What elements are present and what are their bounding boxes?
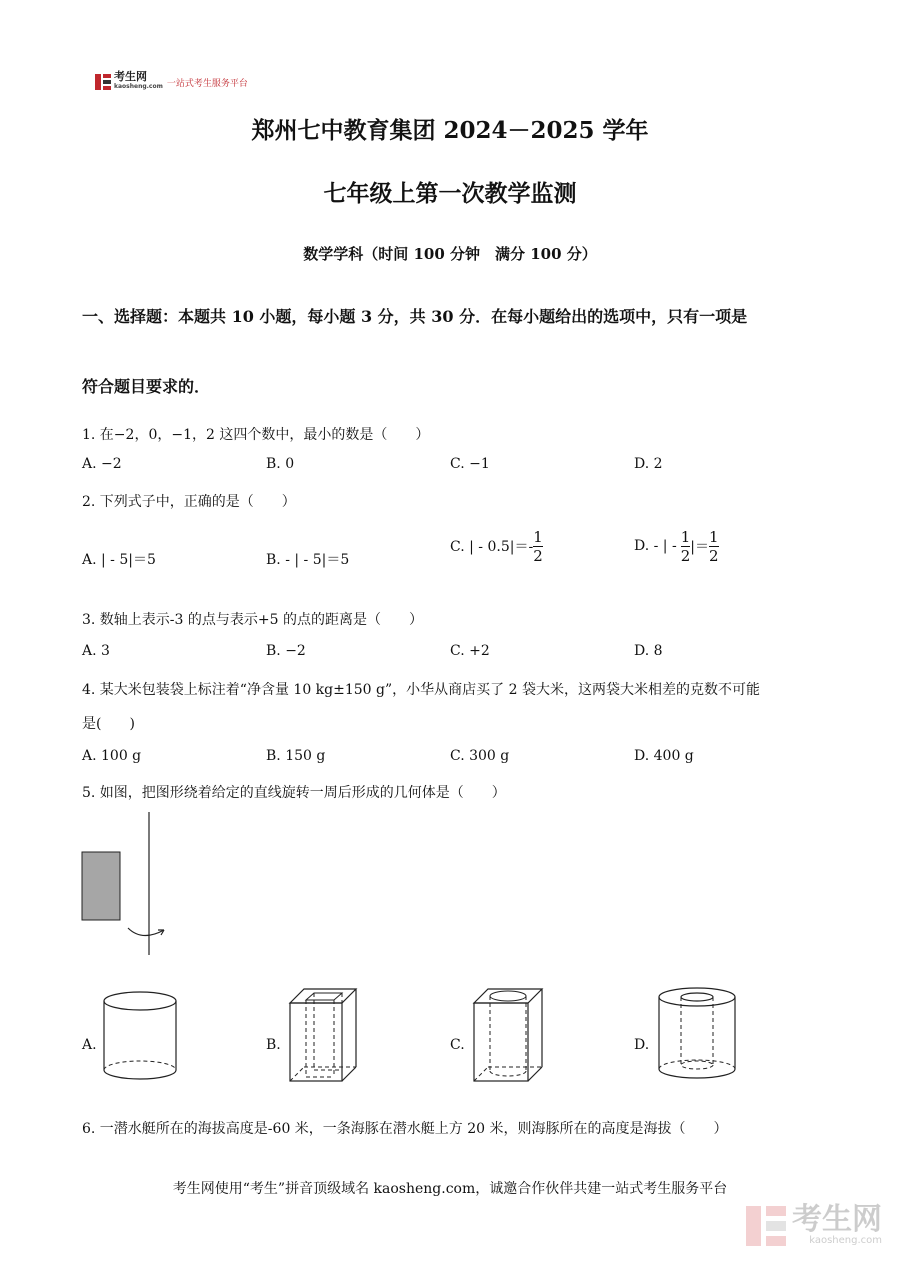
watermark xyxy=(746,1202,882,1246)
watermark-logo-icon xyxy=(746,1206,786,1246)
footer-text: 考生网使用“考生”拼音顶级域名 kaosheng.com，诚邀合作伙伴共建一站式考生服务平台 xyxy=(172,1181,728,1197)
brand-logo[interactable] xyxy=(95,72,248,92)
fraction-denominator: 2 xyxy=(533,546,543,565)
exam-info: 数学学科（时间 100 分钟 满分 100 分） xyxy=(303,245,597,263)
rotation-figure xyxy=(80,810,180,960)
q3-option-d: D. 8 xyxy=(634,643,663,659)
q5-option-a-label: A. xyxy=(82,1037,97,1053)
fraction-denominator: 2 xyxy=(680,546,691,565)
question-2-stem: 2. 下列式子中，正确的是（ ） xyxy=(82,494,296,510)
logo-mark-icon xyxy=(95,74,111,90)
fraction-half xyxy=(681,528,691,565)
section-heading-line2: 符合题目要求的． xyxy=(82,377,211,396)
q2-option-c-text: C. | - 0.5|＝- xyxy=(450,539,534,555)
q5-option-d-label: D. xyxy=(634,1037,650,1053)
question-6-stem: 6. 一潜水艇所在的海拔高度是-60 米，一条海豚在潜水艇上方 20 米，则海豚所在的高度是海拔（ ） xyxy=(82,1121,728,1137)
hollow-square-prism-icon xyxy=(286,985,362,1085)
q3-option-c: C. +2 xyxy=(450,643,490,659)
q4-option-b: B. 150 g xyxy=(266,748,326,764)
watermark-domain: kaosheng.com xyxy=(809,1235,882,1246)
rotation-arrow-icon xyxy=(128,928,164,936)
cylinder-icon xyxy=(100,990,180,1086)
fraction-numerator: 1 xyxy=(533,527,543,546)
logo-slogan: 一站式考生服务平台 xyxy=(166,78,248,89)
q2-option-d xyxy=(634,523,719,569)
fraction-numerator: 1 xyxy=(680,527,691,546)
logo-name: 考生网 xyxy=(114,70,147,83)
q3-option-b: B. −2 xyxy=(266,643,306,659)
prism-with-cylinder-hole-icon xyxy=(470,985,546,1085)
q2-option-d-mid: |＝ xyxy=(690,539,709,555)
shaded-rectangle xyxy=(82,852,120,920)
logo-domain: kaosheng.com xyxy=(114,83,163,90)
q5-option-b-label: B. xyxy=(266,1037,281,1053)
exam-subtitle: 七年级上第一次教学监测 xyxy=(323,180,577,207)
q4-option-a: A. 100 g xyxy=(82,748,142,764)
q2-option-c xyxy=(450,523,543,569)
q4-option-d: D. 400 g xyxy=(634,748,694,764)
fraction-denominator: 2 xyxy=(708,546,719,565)
fraction-half xyxy=(533,528,543,565)
watermark-name: 考生网 xyxy=(792,1202,882,1237)
hollow-cylinder-icon xyxy=(654,985,740,1085)
fraction-half xyxy=(709,528,719,565)
q2-option-d-text: D. - | - xyxy=(634,538,677,554)
q1-option-a: A. −2 xyxy=(82,456,122,472)
q4-option-c: C. 300 g xyxy=(450,748,510,764)
q1-option-d: D. 2 xyxy=(634,456,663,472)
q1-option-c: C. −1 xyxy=(450,456,490,472)
question-5-stem: 5. 如图，把图形绕着给定的直线旋转一周后形成的几何体是（ ） xyxy=(82,785,506,801)
q2-option-a: A. | - 5|＝5 xyxy=(82,552,156,568)
question-4-stem-line1: 4. 某大米包装袋上标注着“净含量 10 kg±150 g”，小华从商店买了 2 袋大米，这两袋大米相差的克数不可能 xyxy=(82,682,760,698)
section-heading-line1: 一、选择题：本题共 10 小题，每小题 3 分，共 30 分．在每小题给出的选项中，只有一项是 xyxy=(82,307,748,326)
question-1-stem: 1. 在−2，0，−1，2 这四个数中，最小的数是（ ） xyxy=(82,427,430,443)
q3-option-a: A. 3 xyxy=(82,643,110,659)
exam-title: 郑州七中教育集团 2024－2025 学年 xyxy=(251,117,649,144)
question-4-stem-line2: 是( ) xyxy=(82,716,135,732)
question-3-stem: 3. 数轴上表示-3 的点与表示+5 的点的距离是（ ） xyxy=(82,612,423,628)
q2-option-b: B. - | - 5|＝5 xyxy=(266,552,350,568)
fraction-numerator: 1 xyxy=(708,527,719,546)
q5-option-c-label: C. xyxy=(450,1037,465,1053)
q1-option-b: B. 0 xyxy=(266,456,295,472)
